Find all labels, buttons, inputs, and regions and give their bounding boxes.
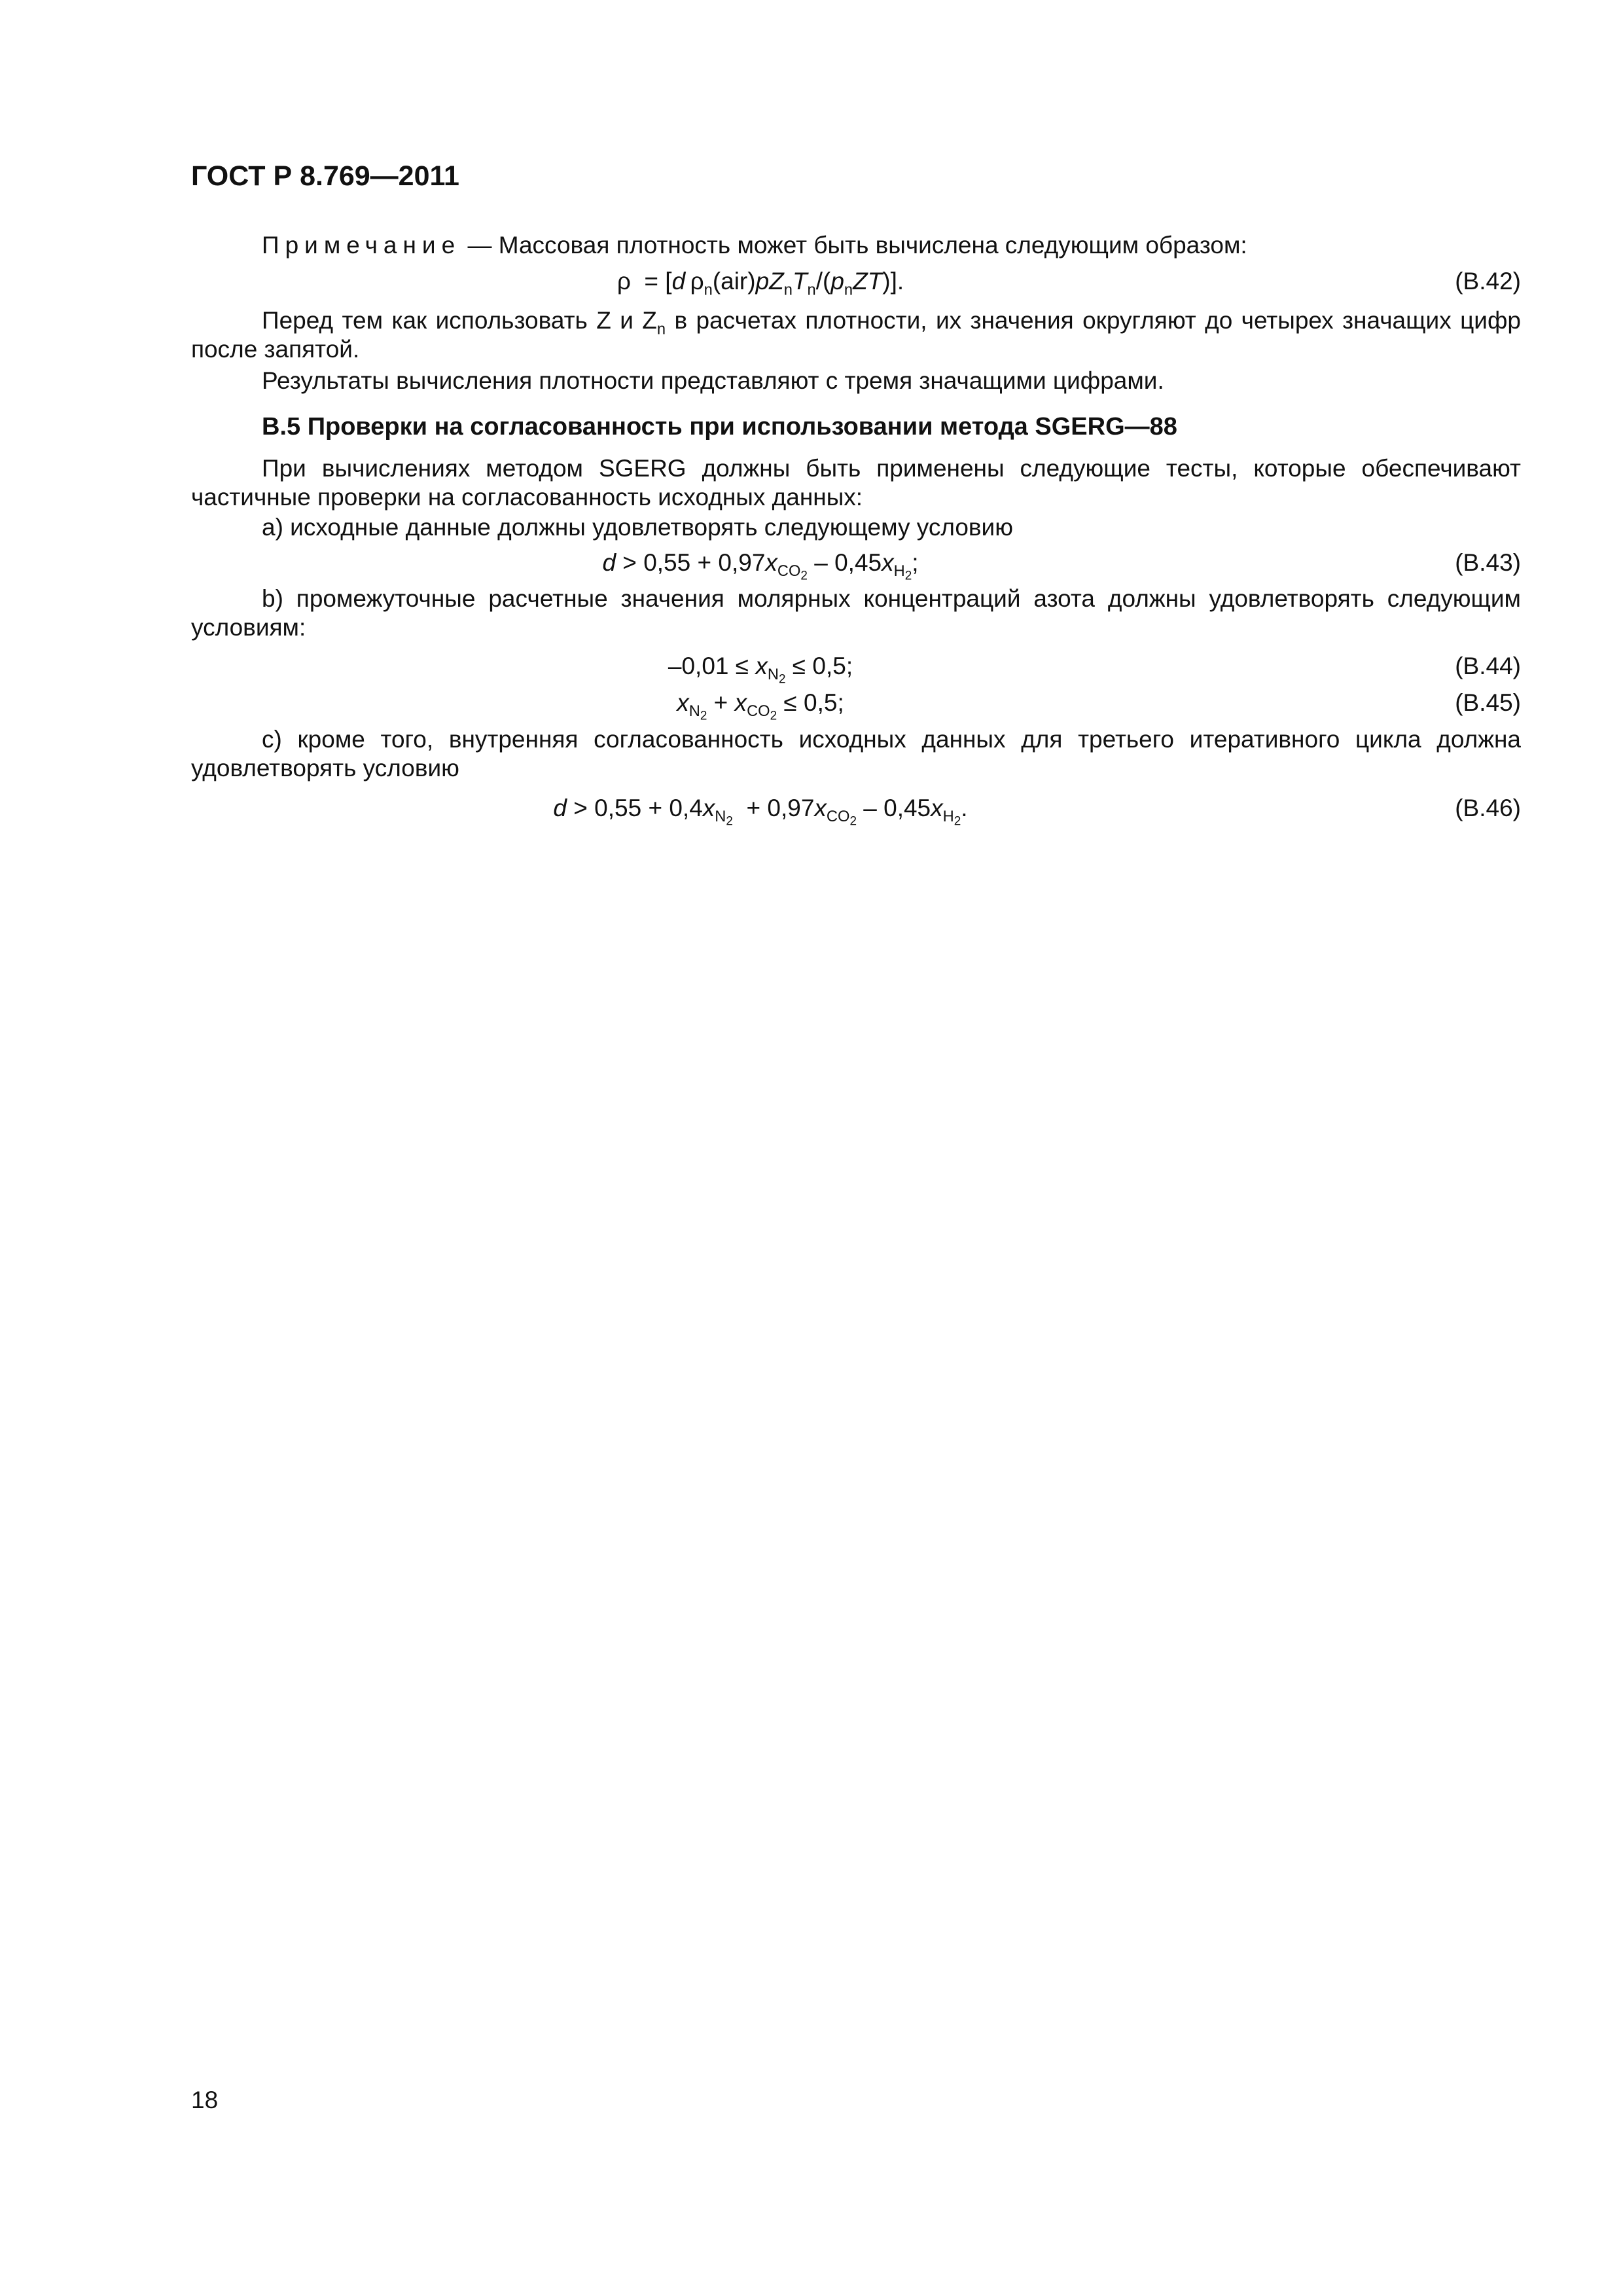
- equation-number-b45: (B.45): [1455, 689, 1521, 716]
- section-heading-b5: B.5 Проверки на согласованность при использовании метода SGERG—88: [262, 413, 1177, 440]
- note-line: [262, 231, 1247, 260]
- document-header: ГОСТ Р 8.769—2011: [191, 160, 459, 192]
- paragraph-rounding: Перед тем как использовать Z и $Z_n$ в расчетах плотности, их значения округляют до четырех значащих цифр после запятой.: [191, 307, 1521, 363]
- note-text: — Массовая плотность может быть вычислена следующим образом:: [461, 232, 1247, 259]
- paragraph-rounding-start: Перед тем как использовать Z и Z: [262, 307, 657, 334]
- list-item-a: a) исходные данные должны удовлетворять следующему условию: [262, 514, 1013, 541]
- list-item-c: c) кроме того, внутренняя согласованность исходных данных для третьего итеративного цикла должна удовлетворять условию: [191, 726, 1521, 782]
- paragraph-tests: При вычислениях методом SGERG должны быть применены следующие тесты, которые обеспечивают частичные проверки на согласованность исходных данных:: [191, 455, 1521, 511]
- formula-b44: $-0,01 \le x_{N_2} \le 0,5$;: [668, 653, 853, 687]
- formula-b46: $d > 0,55 + 0,4x_{N_2} + 0,97x_{CO_2} - 0,45x_{H_2}$.: [553, 795, 968, 829]
- equation-number-b46: (B.46): [1455, 795, 1521, 821]
- formula-b43: $d > 0,55 + 0,97x_{CO_2} - 0,45x_{H_2}$;: [602, 549, 919, 583]
- formula-b45: $x_{N_2} + x_{CO_2} \le 0,5$;: [677, 689, 844, 723]
- equation-number-b43: (B.43): [1455, 549, 1521, 576]
- paragraph-rounding-end: в расчетах плотности, их значения округляют до четырех значащих цифр после запятой.: [191, 307, 1521, 363]
- note-label: Примечание: [262, 232, 461, 259]
- list-item-b: b) промежуточные расчетные значения молярных концентраций азота должны удовлетворять следующим условиям:: [191, 585, 1521, 641]
- formula-b42: ρ = [d $\rho_n(air)pZ_nT_n/(p_nZT)$].: [616, 268, 904, 299]
- equation-number-b44: (B.44): [1455, 653, 1521, 679]
- page-number: 18: [191, 2087, 219, 2113]
- equation-number-b42: (B.42): [1455, 268, 1521, 295]
- paragraph-results: Результаты вычисления плотности представляют с тремя значащими цифрами.: [262, 367, 1164, 394]
